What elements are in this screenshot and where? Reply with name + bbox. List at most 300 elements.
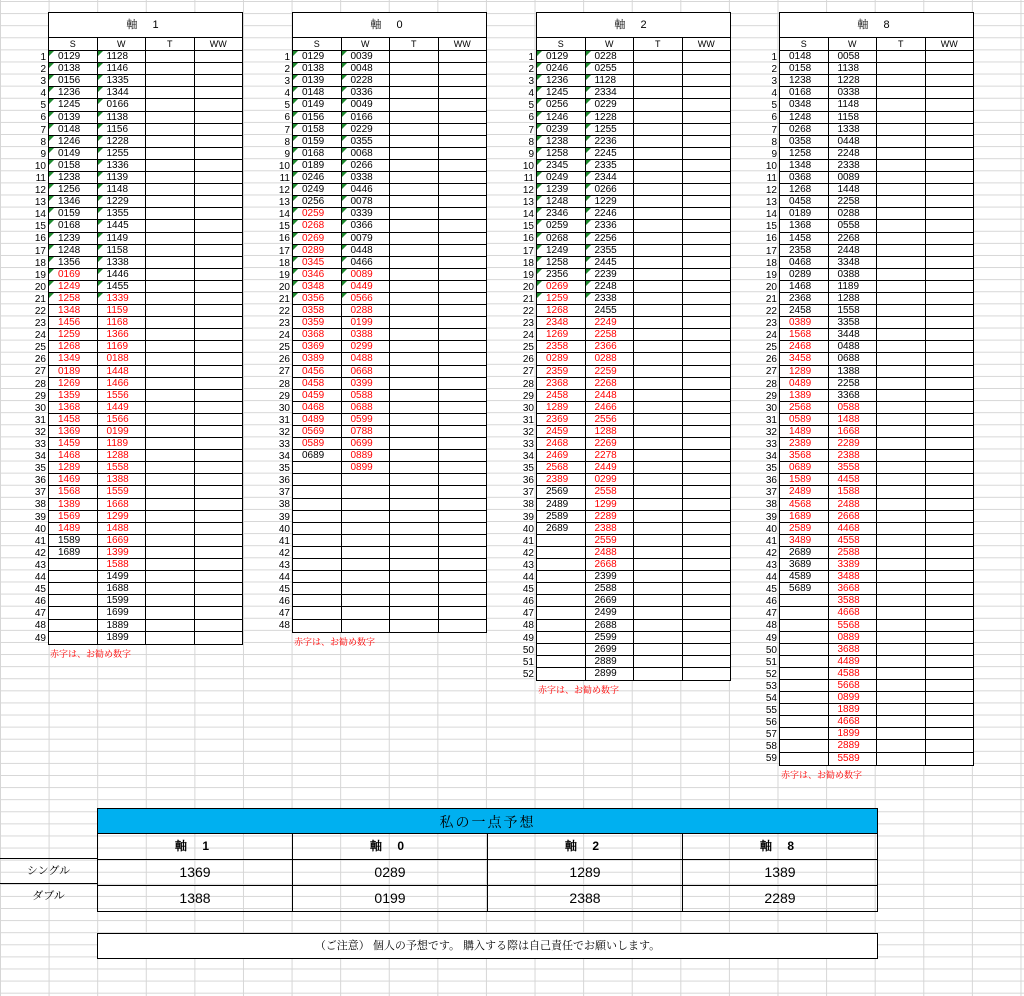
single-cell[interactable] [293,559,342,570]
single-cell[interactable]: 3568 [780,450,829,461]
triple-cell[interactable] [634,414,683,425]
triple-cell[interactable] [390,620,439,632]
single-cell[interactable]: 1258 [780,148,829,159]
triple-cell[interactable] [877,511,926,522]
triple-cell[interactable] [877,378,926,389]
double-cell[interactable]: 1445 [98,220,147,231]
ww-cell[interactable] [683,281,731,292]
double-cell[interactable]: 2289 [829,438,878,449]
ww-cell[interactable] [683,329,731,340]
double-cell[interactable]: 5589 [829,753,878,765]
single-cell[interactable]: 0158 [780,63,829,74]
triple-cell[interactable] [634,87,683,98]
double-cell[interactable]: 0228 [342,75,391,86]
single-cell[interactable]: 2458 [780,305,829,316]
triple-cell[interactable] [146,607,195,618]
ww-cell[interactable] [195,607,243,618]
triple-cell[interactable] [634,63,683,74]
ww-cell[interactable] [439,160,487,171]
single-cell[interactable]: 2469 [537,450,586,461]
single-cell[interactable]: 2589 [780,523,829,534]
triple-cell[interactable] [146,184,195,195]
ww-cell[interactable] [439,136,487,147]
ww-cell[interactable] [926,668,974,679]
ww-cell[interactable] [926,220,974,231]
ww-cell[interactable] [926,474,974,485]
triple-cell[interactable] [877,753,926,765]
double-cell[interactable]: 3358 [829,317,878,328]
triple-cell[interactable] [146,583,195,594]
triple-cell[interactable] [390,523,439,534]
ww-cell[interactable] [683,620,731,631]
double-cell[interactable]: 0299 [586,474,635,485]
ww-cell[interactable] [439,63,487,74]
double-cell[interactable]: 1388 [98,474,147,485]
triple-cell[interactable] [877,656,926,667]
ww-cell[interactable] [683,160,731,171]
single-cell[interactable]: 0256 [537,99,586,110]
ww-cell[interactable] [439,474,487,485]
triple-cell[interactable] [390,474,439,485]
double-cell[interactable]: 0199 [342,317,391,328]
double-cell[interactable]: 0338 [342,172,391,183]
single-cell[interactable]: 0189 [293,160,342,171]
ww-cell[interactable] [926,160,974,171]
ww-cell[interactable] [439,87,487,98]
ww-cell[interactable] [683,233,731,244]
single-cell[interactable]: 0156 [293,112,342,123]
ww-cell[interactable] [439,426,487,437]
single-cell[interactable]: 3489 [780,535,829,546]
single-cell[interactable]: 2489 [780,486,829,497]
single-cell[interactable]: 0689 [293,450,342,461]
ww-cell[interactable] [683,63,731,74]
triple-cell[interactable] [146,462,195,473]
triple-cell[interactable] [146,233,195,244]
triple-cell[interactable] [390,233,439,244]
triple-cell[interactable] [634,378,683,389]
ww-cell[interactable] [439,450,487,461]
single-cell[interactable]: 1348 [49,305,98,316]
triple-cell[interactable] [877,728,926,739]
triple-cell[interactable] [146,341,195,352]
triple-cell[interactable] [877,620,926,631]
double-cell[interactable]: 1558 [98,462,147,473]
triple-cell[interactable] [877,305,926,316]
ww-cell[interactable] [926,390,974,401]
single-cell[interactable]: 3689 [780,559,829,570]
double-cell[interactable]: 1338 [829,124,878,135]
ww-cell[interactable] [195,353,243,364]
ww-cell[interactable] [439,523,487,534]
single-cell[interactable] [537,571,586,582]
double-cell[interactable]: 3558 [829,462,878,473]
ww-cell[interactable] [683,172,731,183]
triple-cell[interactable] [390,511,439,522]
ww-cell[interactable] [926,353,974,364]
ww-cell[interactable] [926,99,974,110]
ww-cell[interactable] [926,257,974,268]
triple-cell[interactable] [390,607,439,618]
triple-cell[interactable] [146,523,195,534]
double-cell[interactable]: 2499 [586,607,635,618]
triple-cell[interactable] [877,583,926,594]
ww-cell[interactable] [439,184,487,195]
double-cell[interactable]: 1599 [98,595,147,606]
ww-cell[interactable] [683,148,731,159]
double-cell[interactable]: 1399 [98,547,147,558]
ww-cell[interactable] [926,547,974,558]
double-cell[interactable]: 2558 [586,486,635,497]
single-cell[interactable]: 2389 [537,474,586,485]
single-value-axis8[interactable]: 1389 [764,864,796,880]
ww-cell[interactable] [926,583,974,594]
triple-cell[interactable] [146,281,195,292]
triple-cell[interactable] [390,257,439,268]
single-cell[interactable]: 1246 [537,112,586,123]
single-cell[interactable] [293,535,342,546]
single-cell[interactable]: 0289 [780,269,829,280]
double-cell[interactable]: 1339 [98,293,147,304]
single-cell[interactable]: 1489 [780,426,829,437]
ww-cell[interactable] [926,499,974,510]
triple-cell[interactable] [634,281,683,292]
single-cell[interactable]: 0459 [293,390,342,401]
single-cell[interactable]: 0249 [293,184,342,195]
single-cell[interactable]: 1269 [49,378,98,389]
single-cell[interactable] [780,607,829,618]
double-cell[interactable]: 1128 [586,75,635,86]
ww-cell[interactable] [439,414,487,425]
ww-cell[interactable] [439,329,487,340]
ww-cell[interactable] [926,450,974,461]
single-cell[interactable]: 0356 [293,293,342,304]
double-cell[interactable]: 1899 [829,728,878,739]
single-cell[interactable] [293,499,342,510]
single-cell[interactable] [537,620,586,631]
double-cell[interactable]: 1159 [98,305,147,316]
single-cell[interactable]: 0369 [293,341,342,352]
ww-cell[interactable] [926,341,974,352]
single-cell[interactable]: 1268 [537,305,586,316]
ww-cell[interactable] [195,583,243,594]
single-cell[interactable]: 1289 [537,402,586,413]
ww-cell[interactable] [439,172,487,183]
triple-cell[interactable] [146,99,195,110]
single-cell[interactable]: 0269 [537,281,586,292]
double-cell[interactable]: 4489 [829,656,878,667]
triple-cell[interactable] [390,136,439,147]
single-cell[interactable]: 1269 [537,329,586,340]
double-cell[interactable]: 3588 [829,595,878,606]
triple-cell[interactable] [390,595,439,606]
triple-cell[interactable] [877,450,926,461]
single-cell[interactable]: 2458 [537,390,586,401]
ww-cell[interactable] [926,366,974,377]
triple-cell[interactable] [390,462,439,473]
triple-cell[interactable] [390,99,439,110]
double-cell[interactable]: 1388 [829,366,878,377]
double-cell[interactable]: 0889 [342,450,391,461]
double-cell[interactable]: 0166 [98,99,147,110]
double-cell[interactable]: 2258 [586,329,635,340]
double-cell[interactable]: 2688 [586,620,635,631]
triple-cell[interactable] [634,75,683,86]
triple-cell[interactable] [634,668,683,680]
ww-cell[interactable] [195,124,243,135]
double-cell[interactable]: 0339 [342,208,391,219]
triple-cell[interactable] [634,112,683,123]
single-cell[interactable]: 2389 [780,438,829,449]
ww-cell[interactable] [195,499,243,510]
triple-cell[interactable] [634,305,683,316]
triple-cell[interactable] [634,535,683,546]
double-cell[interactable]: 1189 [829,281,878,292]
double-cell[interactable]: 0466 [342,257,391,268]
double-cell[interactable]: 1146 [98,63,147,74]
triple-cell[interactable] [634,620,683,631]
double-cell[interactable]: 5668 [829,680,878,691]
ww-cell[interactable] [439,75,487,86]
single-cell[interactable]: 0169 [49,269,98,280]
single-cell[interactable]: 0268 [537,233,586,244]
triple-cell[interactable] [146,511,195,522]
double-cell[interactable]: 0668 [342,366,391,377]
single-cell[interactable]: 4568 [780,499,829,510]
single-cell[interactable]: 0589 [780,414,829,425]
ww-cell[interactable] [926,632,974,643]
triple-cell[interactable] [146,75,195,86]
double-cell[interactable]: 0229 [342,124,391,135]
ww-cell[interactable] [683,184,731,195]
single-cell[interactable]: 0268 [780,124,829,135]
single-cell[interactable]: 3458 [780,353,829,364]
double-cell[interactable]: 1669 [98,535,147,546]
ww-cell[interactable] [439,112,487,123]
double-cell[interactable]: 1189 [98,438,147,449]
double-cell[interactable]: 0288 [586,353,635,364]
ww-cell[interactable] [926,511,974,522]
ww-cell[interactable] [683,426,731,437]
double-cell[interactable] [342,595,391,606]
single-cell[interactable]: 1456 [49,317,98,328]
single-cell[interactable]: 0129 [537,51,586,62]
ww-cell[interactable] [439,293,487,304]
triple-cell[interactable] [877,644,926,655]
double-cell[interactable]: 0288 [342,305,391,316]
triple-cell[interactable] [146,136,195,147]
double-cell[interactable]: 2668 [586,559,635,570]
single-cell[interactable]: 1268 [780,184,829,195]
double-cell[interactable]: 2399 [586,571,635,582]
double-cell[interactable]: 1255 [98,148,147,159]
double-cell[interactable]: 0899 [829,692,878,703]
ww-cell[interactable] [439,99,487,110]
ww-cell[interactable] [195,341,243,352]
ww-cell[interactable] [926,63,974,74]
double-cell[interactable]: 1138 [829,63,878,74]
double-cell[interactable]: 1228 [586,112,635,123]
double-cell[interactable]: 2388 [829,450,878,461]
ww-cell[interactable] [195,245,243,256]
ww-cell[interactable] [195,63,243,74]
single-cell[interactable]: 1369 [49,426,98,437]
ww-cell[interactable] [683,583,731,594]
triple-cell[interactable] [146,112,195,123]
single-cell[interactable] [293,511,342,522]
triple-cell[interactable] [146,571,195,582]
single-cell[interactable]: 1238 [49,172,98,183]
double-value-axis2[interactable]: 2388 [488,886,683,911]
single-cell[interactable]: 0138 [293,63,342,74]
double-cell[interactable]: 2488 [829,499,878,510]
triple-cell[interactable] [390,583,439,594]
ww-cell[interactable] [439,208,487,219]
single-cell[interactable]: 1249 [49,281,98,292]
ww-cell[interactable] [926,426,974,437]
ww-cell[interactable] [683,245,731,256]
ww-cell[interactable] [195,75,243,86]
ww-cell[interactable] [926,136,974,147]
ww-cell[interactable] [926,172,974,183]
single-cell[interactable]: 2345 [537,160,586,171]
single-cell[interactable]: 0259 [537,220,586,231]
triple-cell[interactable] [146,547,195,558]
ww-cell[interactable] [439,148,487,159]
ww-cell[interactable] [195,196,243,207]
ww-cell[interactable] [926,233,974,244]
triple-cell[interactable] [634,269,683,280]
double-cell[interactable]: 2448 [829,245,878,256]
double-cell[interactable]: 2699 [586,644,635,655]
single-cell[interactable]: 0289 [537,353,586,364]
single-cell[interactable]: 0159 [293,136,342,147]
single-cell[interactable]: 1349 [49,353,98,364]
ww-cell[interactable] [195,402,243,413]
single-cell[interactable] [293,620,342,632]
double-cell[interactable]: 1899 [98,632,147,644]
triple-cell[interactable] [877,63,926,74]
ww-cell[interactable] [439,511,487,522]
double-cell[interactable]: 2366 [586,341,635,352]
ww-cell[interactable] [683,547,731,558]
double-cell[interactable]: 0068 [342,148,391,159]
double-cell[interactable]: 2334 [586,87,635,98]
triple-cell[interactable] [877,438,926,449]
ww-cell[interactable] [926,523,974,534]
triple-cell[interactable] [634,148,683,159]
ww-cell[interactable] [926,438,974,449]
ww-cell[interactable] [195,390,243,401]
single-cell[interactable]: 2689 [537,523,586,534]
triple-cell[interactable] [877,136,926,147]
ww-cell[interactable] [439,620,487,632]
single-cell[interactable] [293,571,342,582]
ww-cell[interactable] [683,656,731,667]
double-cell[interactable]: 1168 [98,317,147,328]
double-cell[interactable]: 1288 [98,450,147,461]
ww-cell[interactable] [195,233,243,244]
single-cell[interactable]: 1246 [49,136,98,147]
ww-cell[interactable] [926,305,974,316]
ww-cell[interactable] [683,269,731,280]
double-cell[interactable]: 0188 [98,353,147,364]
triple-cell[interactable] [634,208,683,219]
triple-cell[interactable] [634,474,683,485]
ww-cell[interactable] [439,535,487,546]
single-cell[interactable]: 0158 [293,124,342,135]
ww-cell[interactable] [683,196,731,207]
double-cell[interactable]: 2268 [829,233,878,244]
double-cell[interactable]: 4668 [829,716,878,727]
triple-cell[interactable] [146,486,195,497]
triple-cell[interactable] [146,269,195,280]
double-cell[interactable]: 1889 [829,704,878,715]
double-cell[interactable]: 1139 [98,172,147,183]
triple-cell[interactable] [877,366,926,377]
double-cell[interactable]: 1169 [98,341,147,352]
ww-cell[interactable] [926,196,974,207]
ww-cell[interactable] [926,656,974,667]
double-cell[interactable]: 1488 [98,523,147,534]
triple-cell[interactable] [146,559,195,570]
ww-cell[interactable] [926,535,974,546]
ww-cell[interactable] [439,220,487,231]
triple-cell[interactable] [146,329,195,340]
single-cell[interactable]: 2348 [537,317,586,328]
double-cell[interactable] [342,474,391,485]
ww-cell[interactable] [683,523,731,534]
double-cell[interactable]: 1229 [98,196,147,207]
ww-cell[interactable] [683,499,731,510]
double-cell[interactable]: 2278 [586,450,635,461]
triple-cell[interactable] [877,426,926,437]
triple-cell[interactable] [146,160,195,171]
single-value-axis1[interactable]: 1369 [98,860,293,885]
single-cell[interactable]: 0346 [293,269,342,280]
triple-cell[interactable] [146,220,195,231]
ww-cell[interactable] [195,595,243,606]
triple-cell[interactable] [634,486,683,497]
ww-cell[interactable] [683,644,731,655]
single-cell[interactable]: 0458 [293,378,342,389]
double-cell[interactable] [342,583,391,594]
double-cell[interactable]: 0228 [586,51,635,62]
triple-cell[interactable] [877,51,926,62]
triple-cell[interactable] [390,559,439,570]
single-cell[interactable]: 1248 [780,112,829,123]
double-cell[interactable]: 1559 [98,486,147,497]
triple-cell[interactable] [146,535,195,546]
single-cell[interactable]: 0189 [49,366,98,377]
single-cell[interactable]: 1568 [49,486,98,497]
single-cell[interactable]: 1468 [780,281,829,292]
triple-cell[interactable] [146,414,195,425]
ww-cell[interactable] [195,547,243,558]
triple-cell[interactable] [877,172,926,183]
single-cell[interactable]: 0489 [780,378,829,389]
double-cell[interactable]: 0399 [342,378,391,389]
single-cell[interactable]: 1468 [49,450,98,461]
double-cell[interactable]: 2239 [586,269,635,280]
double-cell[interactable]: 0266 [586,184,635,195]
double-cell[interactable]: 0199 [98,426,147,437]
triple-cell[interactable] [390,414,439,425]
double-cell[interactable]: 0558 [829,220,878,231]
triple-cell[interactable] [634,523,683,534]
triple-cell[interactable] [877,474,926,485]
single-cell[interactable]: 0468 [293,402,342,413]
